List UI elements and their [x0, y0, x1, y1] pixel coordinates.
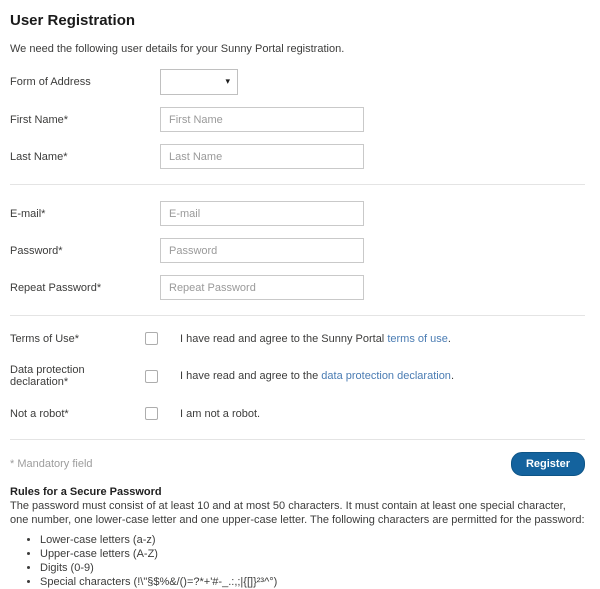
password-row	[10, 238, 585, 263]
list-item: • Digits (0-9)	[40, 562, 585, 575]
credentials-section	[10, 201, 585, 300]
data-protection-text: I have read and agree to the data protection declaration.	[180, 370, 454, 382]
terms-of-use-link[interactable]: terms of use	[387, 332, 448, 345]
last-name-input[interactable]	[160, 144, 364, 169]
chevron-down-icon: ▾	[225, 75, 230, 86]
repeat-password-label: Repeat Password*	[10, 281, 102, 294]
password-label: Password*	[10, 244, 63, 257]
password-rules-description: The password must consist of at least 10 and at most 50 characters. It must contain at least one special character, one number, one lower-case letter and one upper-case letter. The following characters are permitted for the password:	[10, 500, 585, 526]
repeat-password-input[interactable]	[160, 275, 364, 300]
last-name-row	[10, 144, 585, 169]
form-of-address-row	[10, 69, 585, 95]
first-name-row	[10, 107, 585, 132]
list-item: • Special characters (!\"§$%&/()=?*+'#-_.:,;|{[]}²³^°)	[40, 576, 585, 589]
list-item: • Lower-case letters (a-z)	[40, 534, 585, 547]
not-a-robot-text: I am not a robot.	[180, 407, 261, 420]
email-input[interactable]	[160, 201, 364, 226]
data-protection-checkbox[interactable]	[145, 370, 158, 383]
not-a-robot-row	[10, 407, 585, 420]
terms-of-use-label: Terms of Use*	[10, 332, 80, 345]
name-section	[10, 69, 585, 169]
not-a-robot-checkbox[interactable]	[145, 407, 158, 420]
register-button[interactable]: Register	[511, 452, 585, 476]
terms-of-use-row	[10, 332, 585, 345]
password-rules-heading: Rules for a Secure Password	[10, 486, 162, 498]
terms-of-use-checkbox[interactable]	[145, 332, 158, 345]
password-rules-section	[10, 486, 585, 589]
form-of-address-select[interactable]	[160, 69, 238, 95]
first-name-input[interactable]	[160, 107, 364, 132]
not-a-robot-label: Not a robot*	[10, 407, 69, 420]
form-footer	[10, 452, 585, 476]
repeat-password-row	[10, 275, 585, 300]
form-of-address-label: Form of Address	[10, 76, 91, 88]
divider	[10, 315, 585, 316]
email-label: E-mail*	[10, 207, 46, 220]
last-name-label: Last Name*	[10, 150, 68, 163]
password-input[interactable]	[160, 238, 364, 263]
data-protection-link[interactable]: data protection declaration	[321, 370, 451, 382]
password-rules-list	[10, 534, 585, 589]
list-item: • Upper-case letters (A-Z)	[40, 548, 585, 561]
consent-section	[10, 332, 585, 420]
data-protection-label: Data protection declaration*	[10, 364, 85, 388]
first-name-label: First Name*	[10, 113, 69, 126]
email-row	[10, 201, 585, 226]
page-title: User Registration	[10, 12, 136, 29]
intro-text: We need the following user details for your Sunny Portal registration.	[10, 43, 345, 55]
divider	[10, 439, 585, 440]
divider	[10, 184, 585, 185]
data-protection-row	[10, 364, 585, 388]
terms-of-use-text: I have read and agree to the Sunny Portal terms of use.	[180, 332, 451, 345]
mandatory-field-note: * Mandatory field	[10, 458, 93, 470]
